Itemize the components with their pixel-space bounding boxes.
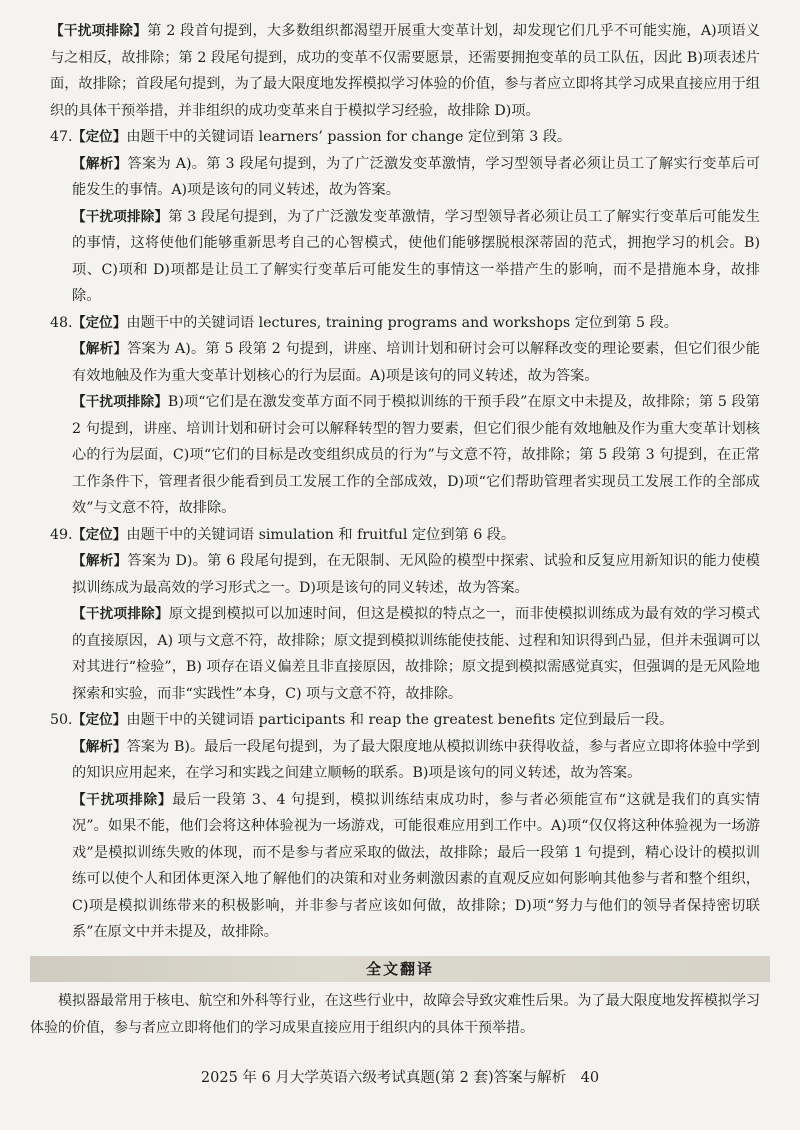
distractor-paragraph: [50, 787, 760, 946]
locate-text: 由题干中的关键词语 simulation 和 fruitful 定位到第 6 段。: [126, 526, 516, 543]
paragraph-text: 最后一段第 3、4 句提到，模拟训练结束成功时，参与者必须能宣布“这就是我们的真实情况”。如果不能，他们会将这种体验视为一场游戏，可能很难应用到工作中。A)项“仅仅将这种体验视为一场游戏”是模拟训练失败的体现，而不是参与者应采取的做法，故排除；最后一段第 1 句提到，精心设计的模拟训练可以使个人和团体更深入地了解他们的决策和对业务刺激因素的直观反应如何影响其他参与者和整个组织，C)项是模拟训练带来的积极影响，并非参与者应该如何做，故排除；D)项“努力与他们的领导者保持密切联系”在原文中并未提及，故排除。: [72, 791, 760, 940]
paragraph-text: 原文提到模拟可以加速时间，但这是模拟的特点之一，而非使模拟训练成为最有效的学习模式的直接原因，A) 项与文意不符，故排除；原文提到模拟训练能使技能、过程和知识得到凸显，但并未强调可以对其进行“检验”，B) 项存在语义偏差且非直接原因，故排除；原文提到模拟需感觉真实，但强调的是无风险地探索和实验，而非“实践性”本身，C) 项与文意不符，故排除。: [72, 606, 761, 702]
analysis-label: 【解析】: [72, 738, 127, 755]
question-locate: [50, 124, 760, 151]
paragraph-text: 第 2 段首句提到，大多数组织都渴望开展重大变革计划，却发现它们几乎不可能实施，A)项语义与之相反，故排除；第 2 段尾句提到，成功的变革不仅需要愿景，还需要拥抱变革的员工队伍，因此 B)项表述片面，故排除；首段尾句提到，为了最大限度地发挥模拟学习体验的价值，参与者应立即将其学习成果直接应用于组织的具体干预举措，并非组织的成功变革来自于模拟学习经验，故排除 D)项。: [50, 23, 760, 119]
section-title: 全文翻译: [365, 959, 434, 978]
analysis-label: 【解析】: [72, 341, 128, 357]
locate-label: 【定位】: [72, 314, 127, 331]
question-locate: [50, 707, 760, 734]
paragraph-text: 答案为 D)。第 6 段尾句提到，在无限制、无风险的模型中探索、试验和反复应用新知识的能力使模拟训练成为最高效的学习形式之一。D)项是该句的同义转述，故为答案。: [72, 553, 760, 596]
analysis-paragraph: [50, 151, 760, 204]
paragraph-text: 第 3 段尾句提到，为了广泛激发变革激情，学习型领导者必须让员工了解实行变革后可能发生的事情，这将使他们能够重新思考自己的心智模式，使他们能够摆脱根深蒂固的范式，拥抱学习的机会。B)项、C)项和 D)项都是让员工了解实行变革后可能发生的事情这一举措产生的影响，而不是措施本身，故排除。: [72, 208, 760, 304]
distractor-label: 【干扰项排除】: [72, 394, 168, 410]
distractor-paragraph: [50, 204, 760, 310]
locate-text: 由题干中的关键词语 learners’ passion for change 定位到第 3 段。: [126, 129, 572, 145]
locate-label: 【定位】: [72, 712, 127, 728]
paragraph-text: 答案为 A)。第 3 段尾句提到，为了广泛激发变革激情，学习型领导者必须让员工了解实行变革后可能发生的事情。A)项是该句的同义转述，故为答案。: [72, 155, 761, 198]
question-number: 49.: [50, 526, 73, 543]
question-locate: [50, 522, 760, 549]
analysis-paragraph: [50, 734, 760, 787]
analysis-label: 【解析】: [72, 553, 128, 569]
page-footer: 2025 年 6 月大学英语六级考试真题(第 2 套)答案与解析 40: [200, 1070, 600, 1086]
distractor-label: 【干扰项排除】: [72, 606, 169, 622]
distractor-label: 【干扰项排除】: [72, 208, 169, 225]
question-locate: [50, 310, 760, 337]
locate-text: 由题干中的关键词语 lectures, training programs and workshops 定位到第 5 段。: [126, 314, 678, 331]
analysis-paragraph: [50, 336, 760, 389]
distractor-label: 【干扰项排除】: [72, 791, 173, 808]
question-number: 47.: [50, 129, 73, 145]
distractor-paragraph: [50, 389, 760, 522]
distractor-paragraph: [50, 601, 760, 707]
paragraph-text: 答案为 B)。最后一段尾句提到，为了最大限度地从模拟训练中获得收益，参与者应立即将体验中学到的知识应用起来，在学习和实践之间建立顺畅的联系。B)项是该句的同义转述，故为答案。: [72, 738, 760, 781]
translation-paragraph: 模拟器最常用于核电、航空和外科等行业，在这些行业中，故障会导致灾难性后果。为了最大限度地发挥模拟学习体验的价值，参与者应立即将他们的学习成果直接应用于组织内的具体干预举措。: [30, 992, 760, 1036]
locate-label: 【定位】: [72, 129, 127, 145]
distractor-label: 【干扰项排除】: [50, 23, 148, 39]
question-number: 48.: [50, 314, 73, 331]
analysis-paragraph: [50, 548, 760, 601]
answer-analysis-content: [50, 18, 760, 946]
locate-label: 【定位】: [72, 526, 127, 543]
analysis-label: 【解析】: [72, 155, 128, 172]
distractor-paragraph: [50, 18, 760, 124]
locate-text: 由题干中的关键词语 participants 和 reap the greatest benefits 定位到最后一段。: [126, 712, 674, 728]
question-number: 50.: [50, 712, 73, 728]
section-banner: [30, 956, 770, 982]
paragraph-text: 答案为 A)。第 5 段第 2 句提到，讲座、培训计划和研讨会可以解释改变的理论要素，但它们很少能有效地触及作为重大变革计划核心的行为层面。A)项是该句的同义转述，故为答案。: [72, 341, 760, 384]
paragraph-text: B)项“它们是在激发变革方面不同于模拟训练的干预手段”在原文中未提及，故排除；第 5 段第 2 句提到，讲座、培训计划和研讨会可以解释转型的智力要素，但它们很少能有效地触及作为重大变革计划核心的行为层面，C)项“它们的目标是改变组织成员的行为”与文意不符，故排除；第 5 段第 3 句提到，在正常工作条件下，管理者很少能看到员工发展工作的全部成效，D)项“它们帮助管理者实现员工发展工作的全部成效”与文意不符，故排除。: [72, 394, 760, 516]
